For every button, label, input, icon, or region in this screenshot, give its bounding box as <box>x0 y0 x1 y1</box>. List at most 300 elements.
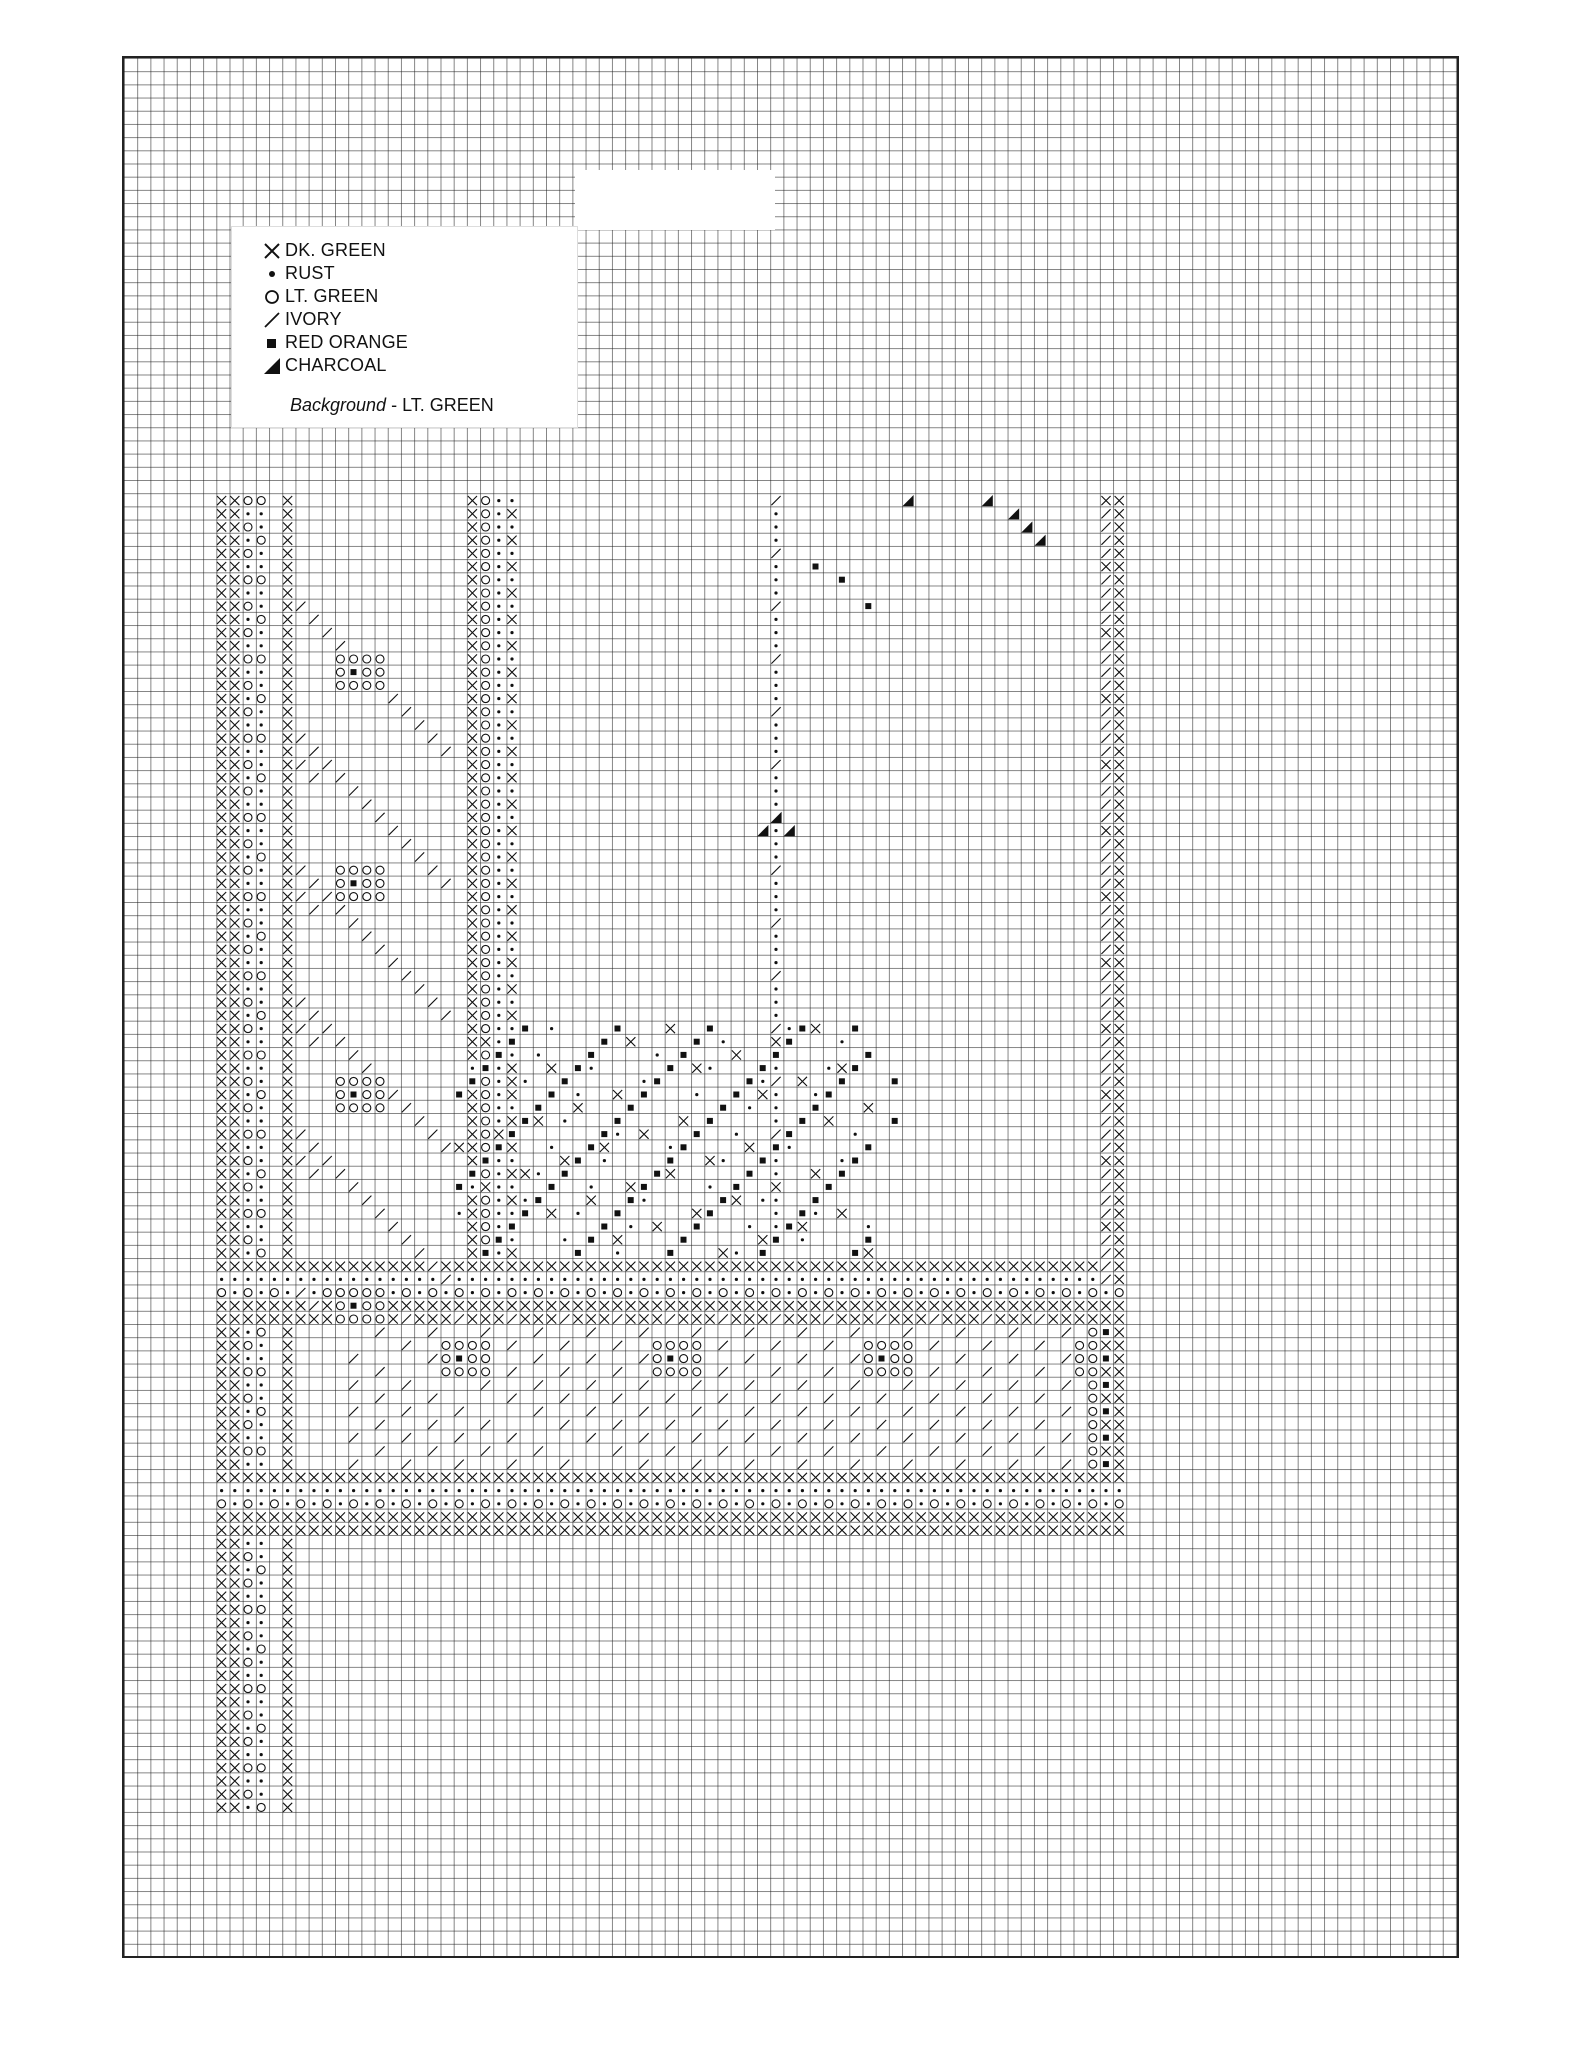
circle-stitch <box>376 1315 384 1323</box>
cross-stitch <box>1115 1235 1124 1244</box>
cross-stitch <box>257 1262 266 1271</box>
cross-stitch <box>1115 760 1124 769</box>
dot-stitch <box>510 1027 513 1030</box>
circle-stitch <box>482 1368 490 1376</box>
cross-stitch <box>613 1301 622 1310</box>
cross-stitch <box>283 1605 292 1614</box>
square-stitch <box>575 1065 581 1071</box>
cross-stitch <box>1062 1262 1071 1271</box>
cross-stitch <box>1049 1262 1058 1271</box>
cross-stitch <box>217 1143 226 1152</box>
cross-stitch <box>600 1473 609 1482</box>
dot-stitch <box>260 1119 263 1122</box>
dot-stitch <box>260 882 263 885</box>
cross-stitch <box>217 1446 226 1455</box>
cross-stitch <box>230 562 239 571</box>
slash-stitch <box>903 1380 912 1389</box>
circle-stitch <box>666 1500 674 1508</box>
circle-stitch <box>336 1315 344 1323</box>
dot-stitch <box>497 987 500 990</box>
cross-stitch <box>217 1024 226 1033</box>
square-stitch <box>760 1158 766 1164</box>
dot-stitch <box>260 1357 263 1360</box>
slash-stitch <box>428 1328 437 1337</box>
cross-stitch <box>230 681 239 690</box>
background-value: LT. GREEN <box>402 395 494 415</box>
cross-stitch <box>653 1473 662 1482</box>
dot-stitch <box>563 1119 566 1122</box>
slash-stitch <box>375 1209 384 1218</box>
slash-stitch <box>441 1011 450 1020</box>
cross-stitch <box>217 905 226 914</box>
dot-stitch <box>946 1291 949 1294</box>
cross-stitch <box>507 1090 516 1099</box>
cross-stitch <box>573 1473 582 1482</box>
slash-stitch <box>375 1394 384 1403</box>
dot-stitch <box>246 776 249 779</box>
slash-stitch <box>1101 998 1110 1007</box>
cross-stitch <box>573 1512 582 1521</box>
circle-stitch <box>257 1170 265 1178</box>
dot-stitch <box>431 1489 434 1492</box>
dot-stitch <box>352 1489 355 1492</box>
dot-stitch <box>616 1133 619 1136</box>
background-note <box>290 395 494 416</box>
slash-stitch <box>639 1433 648 1442</box>
cross-stitch <box>217 984 226 993</box>
square-stitch <box>747 1171 753 1177</box>
slash-stitch <box>362 800 371 809</box>
dot-stitch <box>761 1278 764 1281</box>
dot-stitch <box>497 1014 500 1017</box>
dot-stitch <box>392 1502 395 1505</box>
dot-stitch <box>537 1489 540 1492</box>
circle-stitch <box>244 549 252 557</box>
circle-stitch <box>244 1790 252 1798</box>
square-stitch <box>601 1224 607 1230</box>
cross-stitch <box>481 1182 490 1191</box>
cross-stitch <box>851 1314 860 1323</box>
slash-stitch <box>349 1182 358 1191</box>
cross-stitch <box>507 905 516 914</box>
circle-stitch <box>482 1236 490 1244</box>
slash-stitch <box>560 1394 569 1403</box>
dot-stitch <box>999 1291 1002 1294</box>
square-stitch <box>509 1039 515 1045</box>
cross-stitch <box>217 734 226 743</box>
slash-stitch <box>666 1446 675 1455</box>
circle-stitch <box>257 853 265 861</box>
circle-stitch <box>482 734 490 742</box>
slash-stitch <box>349 1460 358 1469</box>
slash-stitch <box>824 1341 833 1350</box>
circle-stitch <box>336 668 344 676</box>
cross-stitch <box>494 1512 503 1521</box>
cross-stitch <box>600 1526 609 1535</box>
circle-stitch <box>363 1302 371 1310</box>
cross-stitch <box>666 1024 675 1033</box>
dot-stitch <box>392 1489 395 1492</box>
dot-stitch <box>246 1119 249 1122</box>
slash-stitch <box>639 1380 648 1389</box>
cross-stitch <box>507 694 516 703</box>
cross-stitch <box>864 1103 873 1112</box>
square-stitch <box>615 1118 621 1124</box>
cross-stitch <box>283 998 292 1007</box>
square-stitch <box>694 1224 700 1230</box>
dot-stitch <box>260 1344 263 1347</box>
dot-stitch <box>774 948 777 951</box>
cross-stitch <box>402 1301 411 1310</box>
cross-stitch <box>719 1301 728 1310</box>
slash-stitch <box>507 1433 516 1442</box>
cross-stitch <box>639 1301 648 1310</box>
dot-stitch <box>761 1199 764 1202</box>
dot-stitch <box>246 1199 249 1202</box>
cross-stitch <box>217 1301 226 1310</box>
slash-stitch <box>745 1380 754 1389</box>
square-stitch <box>813 564 819 570</box>
square-stitch <box>733 1184 739 1190</box>
cross-stitch <box>1115 1512 1124 1521</box>
dot-stitch <box>510 763 513 766</box>
cross-stitch <box>283 1658 292 1667</box>
cross-stitch <box>349 1512 358 1521</box>
circle-stitch <box>1089 1289 1097 1297</box>
dot-stitch <box>814 1278 817 1281</box>
cross-stitch <box>428 1314 437 1323</box>
slash-stitch <box>481 1380 490 1389</box>
dot-stitch <box>246 591 249 594</box>
circle-stitch <box>851 1500 859 1508</box>
cross-stitch <box>283 786 292 795</box>
cross-stitch <box>811 1473 820 1482</box>
dot-stitch <box>510 895 513 898</box>
slash-stitch <box>798 1433 807 1442</box>
cross-stitch <box>573 1314 582 1323</box>
cross-stitch <box>1022 1314 1031 1323</box>
cross-stitch <box>507 641 516 650</box>
cross-stitch <box>283 760 292 769</box>
dot-stitch <box>774 1119 777 1122</box>
cross-stitch <box>705 1512 714 1521</box>
cross-stitch <box>1009 1473 1018 1482</box>
cross-stitch <box>758 1262 767 1271</box>
slash-stitch <box>1101 1169 1110 1178</box>
circle-stitch <box>244 813 252 821</box>
cross-stitch <box>230 971 239 980</box>
cross-stitch <box>811 1169 820 1178</box>
dot-stitch <box>774 631 777 634</box>
cross-stitch <box>230 945 239 954</box>
slash-stitch <box>824 1394 833 1403</box>
slash-stitch <box>428 1354 437 1363</box>
cross-stitch <box>230 1407 239 1416</box>
dot-stitch <box>260 1436 263 1439</box>
circle-stitch <box>455 1368 463 1376</box>
dot-stitch <box>418 1489 421 1492</box>
dot-stitch <box>603 1502 606 1505</box>
cross-stitch <box>1101 1090 1110 1099</box>
dot-stitch <box>246 987 249 990</box>
cross-stitch <box>217 747 226 756</box>
circle-stitch <box>429 1289 437 1297</box>
cross-stitch <box>481 1526 490 1535</box>
cross-stitch <box>217 998 226 1007</box>
circle-stitch <box>930 1289 938 1297</box>
dot-stitch <box>246 1251 249 1254</box>
cross-stitch <box>877 1301 886 1310</box>
cross-stitch <box>468 522 477 531</box>
circle-stitch <box>244 602 252 610</box>
cross-stitch <box>771 1182 780 1191</box>
circle-stitch <box>363 1315 371 1323</box>
cross-stitch <box>217 866 226 875</box>
circle-stitch <box>244 1553 252 1561</box>
dot-stitch <box>497 1001 500 1004</box>
cross-stitch <box>626 1314 635 1323</box>
dot-stitch <box>260 671 263 674</box>
slash-stitch <box>560 1460 569 1469</box>
circle-stitch <box>244 1368 252 1376</box>
circle-stitch <box>323 1289 331 1297</box>
cross-stitch <box>692 1473 701 1482</box>
cross-stitch <box>217 641 226 650</box>
filled-triangle-icon <box>262 356 282 376</box>
cross-stitch <box>468 1024 477 1033</box>
cross-stitch <box>666 1262 675 1271</box>
circle-stitch <box>376 681 384 689</box>
dot-stitch <box>576 1291 579 1294</box>
dot-stitch <box>286 1502 289 1505</box>
circle-stitch <box>350 893 358 901</box>
dot-stitch <box>246 1172 249 1175</box>
circle-stitch <box>257 1566 265 1574</box>
circle-stitch <box>772 1289 780 1297</box>
circle-stitch <box>1076 1341 1084 1349</box>
dot-stitch <box>497 565 500 568</box>
cross-stitch <box>917 1512 926 1521</box>
cross-stitch <box>468 536 477 545</box>
cross-stitch <box>468 1473 477 1482</box>
cross-stitch <box>270 1512 279 1521</box>
cross-stitch <box>230 1314 239 1323</box>
slash-stitch <box>336 773 345 782</box>
cross-stitch <box>521 1314 530 1323</box>
cross-stitch <box>230 615 239 624</box>
slash-stitch <box>930 1420 939 1429</box>
cross-stitch <box>507 615 516 624</box>
square-stitch <box>549 1092 555 1098</box>
circle-stitch <box>1062 1500 1070 1508</box>
cross-stitch <box>798 1077 807 1086</box>
cross-stitch <box>1062 1512 1071 1521</box>
dot-stitch <box>999 1278 1002 1281</box>
cross-stitch <box>468 813 477 822</box>
cross-stitch <box>336 1262 345 1271</box>
circle-stitch <box>468 1355 476 1363</box>
cross-stitch <box>270 1262 279 1271</box>
slash-stitch <box>415 1116 424 1125</box>
cross-stitch <box>1101 1526 1110 1535</box>
dot-stitch <box>260 948 263 951</box>
slash-stitch <box>956 1407 965 1416</box>
dot-stitch <box>497 499 500 502</box>
square-stitch <box>799 1210 805 1216</box>
circle-stitch <box>218 1500 226 1508</box>
circle-stitch <box>363 1289 371 1297</box>
cross-stitch <box>1101 826 1110 835</box>
cross-stitch <box>230 747 239 756</box>
square-stitch <box>865 1052 871 1058</box>
dot-stitch <box>1065 1489 1068 1492</box>
cross-stitch <box>626 1301 635 1310</box>
circle-stitch <box>376 1500 384 1508</box>
cross-stitch <box>257 1301 266 1310</box>
cross-stitch <box>864 1512 873 1521</box>
cross-stitch <box>217 1473 226 1482</box>
dot-stitch <box>312 1502 315 1505</box>
dot-stitch <box>246 935 249 938</box>
dot-stitch <box>260 1463 263 1466</box>
circle-stitch <box>455 1500 463 1508</box>
cross-stitch <box>468 958 477 967</box>
cross-stitch <box>679 1526 688 1535</box>
circle-stitch <box>482 695 490 703</box>
cross-stitch <box>217 958 226 967</box>
dot-stitch <box>629 1225 632 1228</box>
dot-stitch <box>774 1159 777 1162</box>
cross-stitch <box>283 1460 292 1469</box>
slash-stitch <box>719 1341 728 1350</box>
cross-stitch <box>230 800 239 809</box>
cross-stitch <box>283 1011 292 1020</box>
cross-stitch <box>1115 1354 1124 1363</box>
slash-stitch <box>1009 1433 1018 1442</box>
cross-stitch <box>217 1697 226 1706</box>
cross-stitch <box>455 1262 464 1271</box>
cross-stitch <box>468 1050 477 1059</box>
circle-stitch <box>561 1500 569 1508</box>
cross-stitch <box>230 509 239 518</box>
dot-stitch <box>405 1278 408 1281</box>
dot-stitch <box>497 869 500 872</box>
cross-stitch <box>903 1512 912 1521</box>
cross-stitch <box>217 509 226 518</box>
dot-stitch <box>497 1040 500 1043</box>
cross-stitch <box>1101 1222 1110 1231</box>
slash-stitch <box>349 786 358 795</box>
square-stitch <box>522 1118 528 1124</box>
dot-stitch <box>497 1278 500 1281</box>
dot-stitch <box>774 935 777 938</box>
circle-stitch <box>482 708 490 716</box>
circle-stitch <box>442 1355 450 1363</box>
dot-stitch <box>497 895 500 898</box>
slash-stitch <box>428 1394 437 1403</box>
circle-stitch <box>402 1500 410 1508</box>
slash-stitch <box>1009 1407 1018 1416</box>
dot-stitch <box>708 1291 711 1294</box>
cross-stitch <box>824 1473 833 1482</box>
cross-stitch <box>587 1314 596 1323</box>
cross-stitch <box>283 1473 292 1482</box>
cross-stitch <box>1022 1262 1031 1271</box>
square-stitch <box>681 1052 687 1058</box>
slash-stitch <box>1101 734 1110 743</box>
cross-stitch <box>758 1526 767 1535</box>
circle-stitch <box>376 1091 384 1099</box>
cross-stitch <box>243 1314 252 1323</box>
cross-stitch <box>230 984 239 993</box>
slash-stitch <box>639 1460 648 1469</box>
dot-stitch <box>260 1779 263 1782</box>
cross-stitch <box>230 879 239 888</box>
circle-stitch <box>1089 1421 1097 1429</box>
cross-stitch <box>507 588 516 597</box>
cross-stitch <box>679 1262 688 1271</box>
square-stitch <box>654 1171 660 1177</box>
cross-stitch <box>441 1526 450 1535</box>
dot-stitch <box>603 1159 606 1162</box>
dot-stitch <box>299 1278 302 1281</box>
triangle-stitch <box>1021 521 1032 532</box>
cross-stitch <box>230 588 239 597</box>
dot-stitch <box>774 855 777 858</box>
cross-icon <box>262 241 282 261</box>
dot-stitch <box>260 1423 263 1426</box>
dot-stitch <box>260 842 263 845</box>
dot-stitch <box>840 1040 843 1043</box>
slash-stitch <box>1101 720 1110 729</box>
cross-stitch <box>283 1750 292 1759</box>
dot-stitch <box>550 1489 553 1492</box>
slash-stitch <box>481 1446 490 1455</box>
slash-stitch <box>507 1460 516 1469</box>
cross-stitch <box>468 852 477 861</box>
circle-stitch <box>244 1685 252 1693</box>
circle-stitch <box>482 1196 490 1204</box>
dot-stitch <box>260 1542 263 1545</box>
dot-stitch <box>497 631 500 634</box>
square-stitch <box>575 1250 581 1256</box>
dot-stitch <box>246 1436 249 1439</box>
circle-stitch <box>244 1500 252 1508</box>
dot-stitch <box>246 1014 249 1017</box>
dot-stitch <box>405 1489 408 1492</box>
dot-stitch <box>260 987 263 990</box>
cross-stitch <box>639 1130 648 1139</box>
cross-stitch <box>230 734 239 743</box>
square-stitch <box>588 1052 594 1058</box>
cross-stitch <box>455 1473 464 1482</box>
dot-stitch <box>246 1700 249 1703</box>
square-stitch <box>667 1356 673 1362</box>
slash-stitch <box>1101 1130 1110 1139</box>
circle-stitch <box>376 1289 384 1297</box>
circle-stitch <box>244 1605 252 1613</box>
dot-stitch <box>260 1185 263 1188</box>
square-stitch <box>813 1105 819 1111</box>
square-stitch <box>865 603 871 609</box>
cross-stitch <box>534 1512 543 1521</box>
cross-stitch <box>283 694 292 703</box>
dot-stitch <box>260 789 263 792</box>
cross-stitch <box>864 1314 873 1323</box>
dot-stitch <box>774 803 777 806</box>
cross-stitch <box>217 615 226 624</box>
dot-stitch <box>339 1278 342 1281</box>
